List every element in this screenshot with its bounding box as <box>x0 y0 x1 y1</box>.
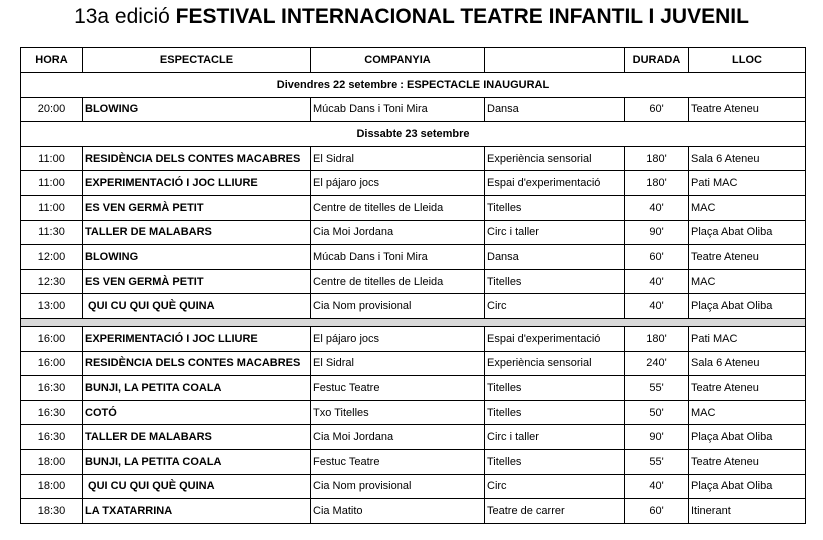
table-row <box>21 351 806 376</box>
cell-tipus: Titelles <box>485 449 625 474</box>
page-title <box>0 4 823 30</box>
cell-hora: 18:00 <box>21 474 83 499</box>
cell-companyia: El Sidral <box>311 146 485 171</box>
cell-tipus: Circ <box>485 294 625 319</box>
cell-companyia: Centre de titelles de Lleida <box>311 269 485 294</box>
cell-durada: 50' <box>625 400 689 425</box>
cell-espectacle: EXPERIMENTACIÓ I JOC LLIURE <box>83 326 311 351</box>
table-row <box>21 171 806 196</box>
table-header-row <box>21 48 806 73</box>
cell-lloc: Plaça Abat Oliba <box>689 220 806 245</box>
cell-companyia: Cia Matito <box>311 499 485 524</box>
column-header-tipus <box>485 48 625 73</box>
cell-durada: 40' <box>625 474 689 499</box>
cell-durada: 60' <box>625 97 689 122</box>
table-row <box>21 400 806 425</box>
table-row <box>21 220 806 245</box>
cell-durada: 40' <box>625 269 689 294</box>
table-row <box>21 499 806 524</box>
cell-espectacle: BUNJI, LA PETITA COALA <box>83 376 311 401</box>
column-header-durada: DURADA <box>625 48 689 73</box>
section-row <box>21 122 806 147</box>
cell-tipus: Circ i taller <box>485 220 625 245</box>
cell-companyia: Cia Nom provisional <box>311 294 485 319</box>
cell-hora: 11:00 <box>21 146 83 171</box>
cell-hora: 16:00 <box>21 351 83 376</box>
table-row <box>21 449 806 474</box>
cell-tipus: Dansa <box>485 245 625 270</box>
cell-lloc: Teatre Ateneu <box>689 245 806 270</box>
cell-lloc: Pati MAC <box>689 326 806 351</box>
table-row <box>21 195 806 220</box>
cell-espectacle: TALLER DE MALABARS <box>83 425 311 450</box>
cell-espectacle: BLOWING <box>83 97 311 122</box>
table-row <box>21 326 806 351</box>
cell-hora: 20:00 <box>21 97 83 122</box>
table-row <box>21 146 806 171</box>
cell-lloc: Teatre Ateneu <box>689 376 806 401</box>
table-row <box>21 376 806 401</box>
table-row <box>21 474 806 499</box>
cell-companyia: Múcab Dans i Toni Mira <box>311 245 485 270</box>
cell-espectacle: ES VEN GERMÀ PETIT <box>83 195 311 220</box>
cell-hora: 12:00 <box>21 245 83 270</box>
cell-companyia: Txo Titelles <box>311 400 485 425</box>
cell-durada: 240' <box>625 351 689 376</box>
column-header-hora: HORA <box>21 48 83 73</box>
cell-hora: 18:00 <box>21 449 83 474</box>
cell-espectacle: EXPERIMENTACIÓ I JOC LLIURE <box>83 171 311 196</box>
table-row <box>21 245 806 270</box>
cell-companyia: Centre de titelles de Lleida <box>311 195 485 220</box>
cell-companyia: Festuc Teatre <box>311 449 485 474</box>
cell-companyia: Cia Moi Jordana <box>311 220 485 245</box>
cell-lloc: MAC <box>689 195 806 220</box>
section-row <box>21 73 806 98</box>
cell-hora: 12:30 <box>21 269 83 294</box>
cell-espectacle: BLOWING <box>83 245 311 270</box>
cell-hora: 13:00 <box>21 294 83 319</box>
cell-tipus: Espai d'experimentació <box>485 171 625 196</box>
cell-companyia: El Sidral <box>311 351 485 376</box>
cell-tipus: Dansa <box>485 97 625 122</box>
cell-hora: 18:30 <box>21 499 83 524</box>
table-row <box>21 425 806 450</box>
cell-lloc: Plaça Abat Oliba <box>689 474 806 499</box>
cell-companyia: Festuc Teatre <box>311 376 485 401</box>
column-header-lloc: LLOC <box>689 48 806 73</box>
cell-hora: 16:30 <box>21 425 83 450</box>
section-label: Divendres 22 setembre : ESPECTACLE INAUGURAL <box>21 73 806 98</box>
table-row <box>21 269 806 294</box>
cell-lloc: MAC <box>689 400 806 425</box>
cell-durada: 90' <box>625 220 689 245</box>
cell-lloc: Teatre Ateneu <box>689 97 806 122</box>
cell-lloc: Teatre Ateneu <box>689 449 806 474</box>
cell-hora: 11:00 <box>21 171 83 196</box>
cell-durada: 60' <box>625 499 689 524</box>
title-main: FESTIVAL INTERNACIONAL TEATRE INFANTIL I JUVENIL <box>175 5 749 28</box>
cell-tipus: Titelles <box>485 195 625 220</box>
cell-tipus: Experiència sensorial <box>485 351 625 376</box>
cell-durada: 55' <box>625 449 689 474</box>
cell-espectacle: QUI CU QUI QUÈ QUINA <box>83 474 311 499</box>
cell-durada: 180' <box>625 326 689 351</box>
cell-hora: 16:00 <box>21 326 83 351</box>
cell-espectacle: TALLER DE MALABARS <box>83 220 311 245</box>
cell-lloc: Pati MAC <box>689 171 806 196</box>
column-header-companyia: COMPANYIA <box>311 48 485 73</box>
cell-espectacle: BUNJI, LA PETITA COALA <box>83 449 311 474</box>
section-label: Dissabte 23 setembre <box>21 122 806 147</box>
cell-espectacle: COTÓ <box>83 400 311 425</box>
cell-espectacle: RESIDÈNCIA DELS CONTES MACABRES <box>83 146 311 171</box>
cell-tipus: Titelles <box>485 400 625 425</box>
cell-companyia: Cia Nom provisional <box>311 474 485 499</box>
cell-lloc: Plaça Abat Oliba <box>689 294 806 319</box>
cell-espectacle: QUI CU QUI QUÈ QUINA <box>83 294 311 319</box>
cell-espectacle: LA TXATARRINA <box>83 499 311 524</box>
cell-companyia: Múcab Dans i Toni Mira <box>311 97 485 122</box>
cell-tipus: Titelles <box>485 269 625 294</box>
column-header-espectacle: ESPECTACLE <box>83 48 311 73</box>
cell-lloc: MAC <box>689 269 806 294</box>
cell-durada: 60' <box>625 245 689 270</box>
schedule-table <box>20 47 806 524</box>
cell-companyia: El pájaro jocs <box>311 326 485 351</box>
cell-tipus: Titelles <box>485 376 625 401</box>
cell-espectacle: ES VEN GERMÀ PETIT <box>83 269 311 294</box>
cell-tipus: Experiència sensorial <box>485 146 625 171</box>
table-row <box>21 294 806 319</box>
cell-tipus: Espai d'experimentació <box>485 326 625 351</box>
cell-companyia: Cia Moi Jordana <box>311 425 485 450</box>
cell-espectacle: RESIDÈNCIA DELS CONTES MACABRES <box>83 351 311 376</box>
cell-tipus: Circ <box>485 474 625 499</box>
cell-lloc: Sala 6 Ateneu <box>689 351 806 376</box>
cell-lloc: Plaça Abat Oliba <box>689 425 806 450</box>
cell-durada: 90' <box>625 425 689 450</box>
cell-lloc: Itinerant <box>689 499 806 524</box>
cell-companyia: El pájaro jocs <box>311 171 485 196</box>
cell-lloc: Sala 6 Ateneu <box>689 146 806 171</box>
cell-tipus: Teatre de carrer <box>485 499 625 524</box>
cell-durada: 55' <box>625 376 689 401</box>
table-row <box>21 97 806 122</box>
cell-hora: 11:00 <box>21 195 83 220</box>
cell-hora: 16:30 <box>21 400 83 425</box>
separator-row <box>21 318 806 326</box>
separator-cell <box>21 318 806 326</box>
cell-durada: 40' <box>625 294 689 319</box>
cell-durada: 180' <box>625 146 689 171</box>
cell-hora: 11:30 <box>21 220 83 245</box>
cell-hora: 16:30 <box>21 376 83 401</box>
cell-durada: 40' <box>625 195 689 220</box>
title-prefix: 13a edició <box>74 5 170 28</box>
cell-tipus: Circ i taller <box>485 425 625 450</box>
cell-durada: 180' <box>625 171 689 196</box>
